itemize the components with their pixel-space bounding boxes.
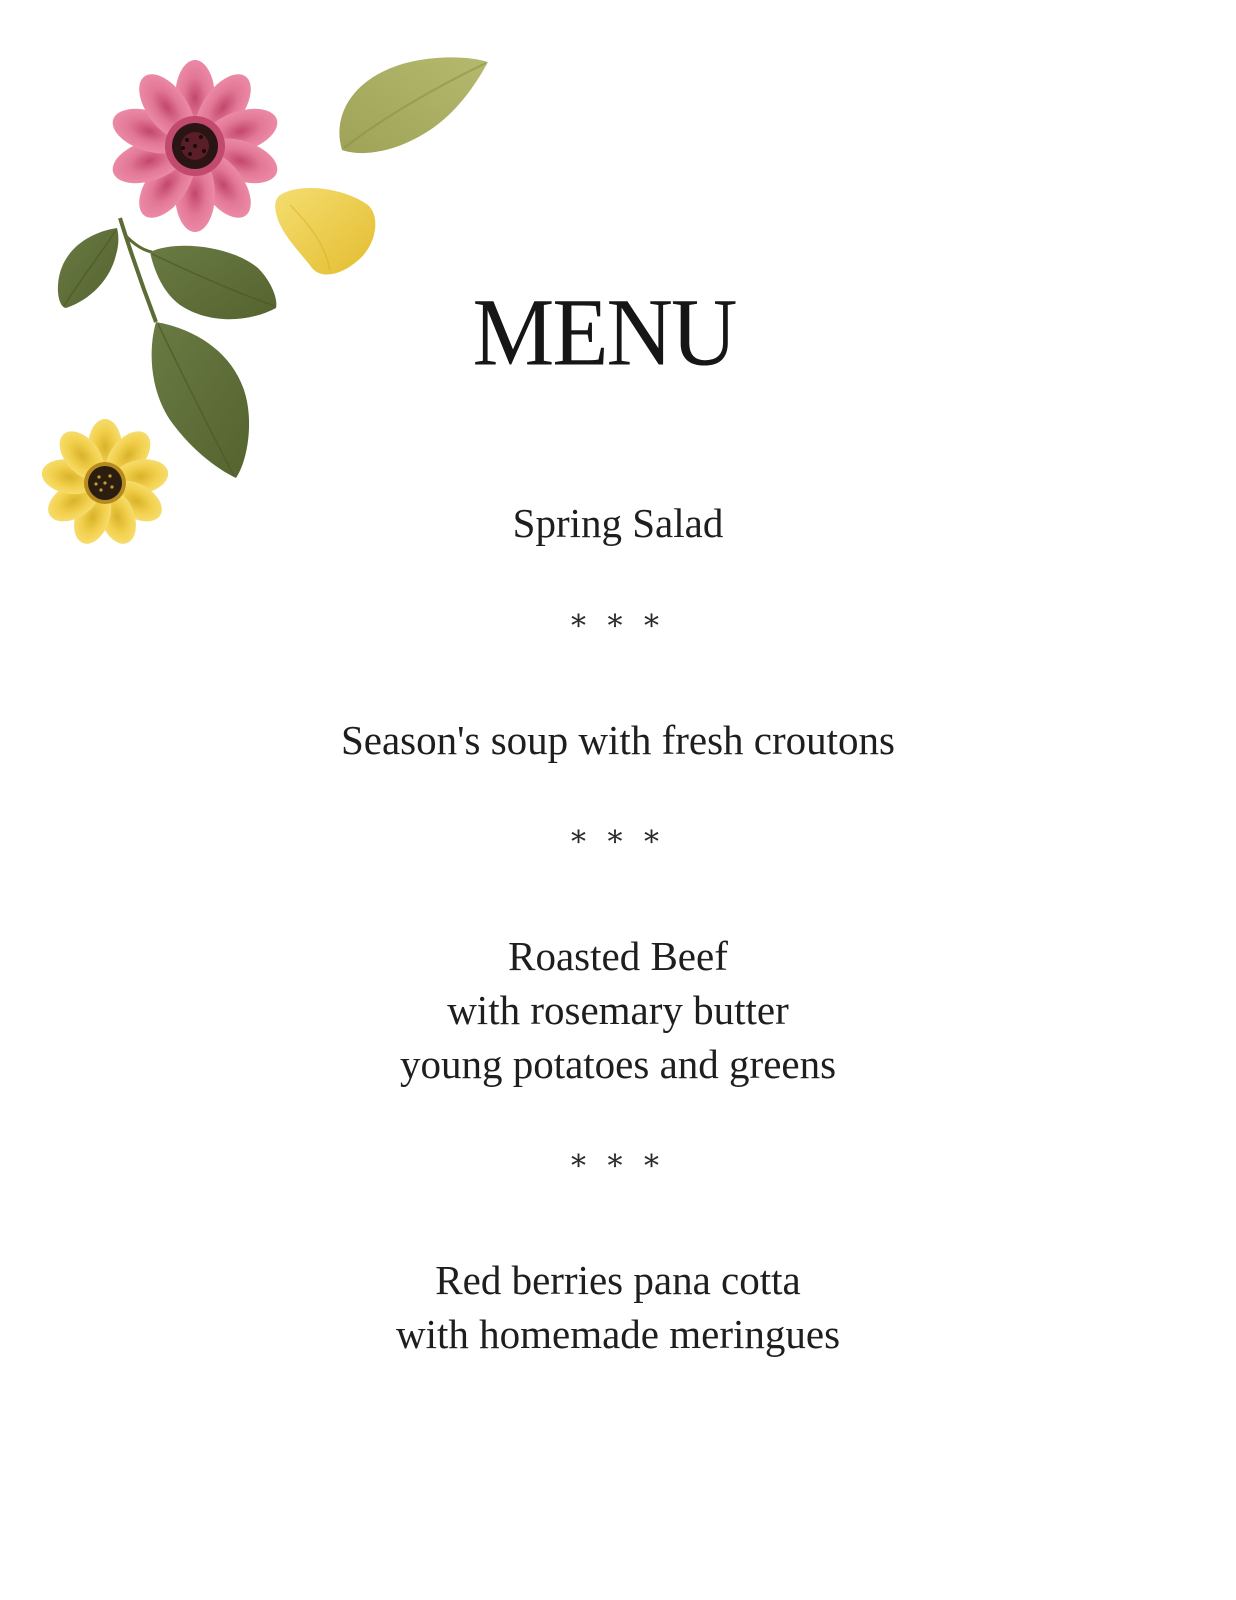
course-2-line-1: Season's soup with fresh croutons [340,717,895,763]
course-separator-1: * * * [570,609,666,644]
pink-flower-icon [107,60,283,232]
yellow-petal-icon [275,188,375,275]
course-1-line-1: Spring Salad [512,500,724,546]
course-3-line-1: Roasted Beef [508,933,728,979]
course-3-line-3: young potatoes and greens [399,1041,837,1087]
course-3-line-2: with rosemary butter [447,987,789,1033]
menu-title: MENU [472,278,736,386]
course-separator-2: * * * [570,825,666,860]
course-separator-3: * * * [570,1149,666,1184]
course-4-line-1: Red berries pana cotta [435,1257,801,1303]
course-4-line-2: with homemade meringues [395,1311,841,1357]
light-leaf-icon [339,57,488,153]
